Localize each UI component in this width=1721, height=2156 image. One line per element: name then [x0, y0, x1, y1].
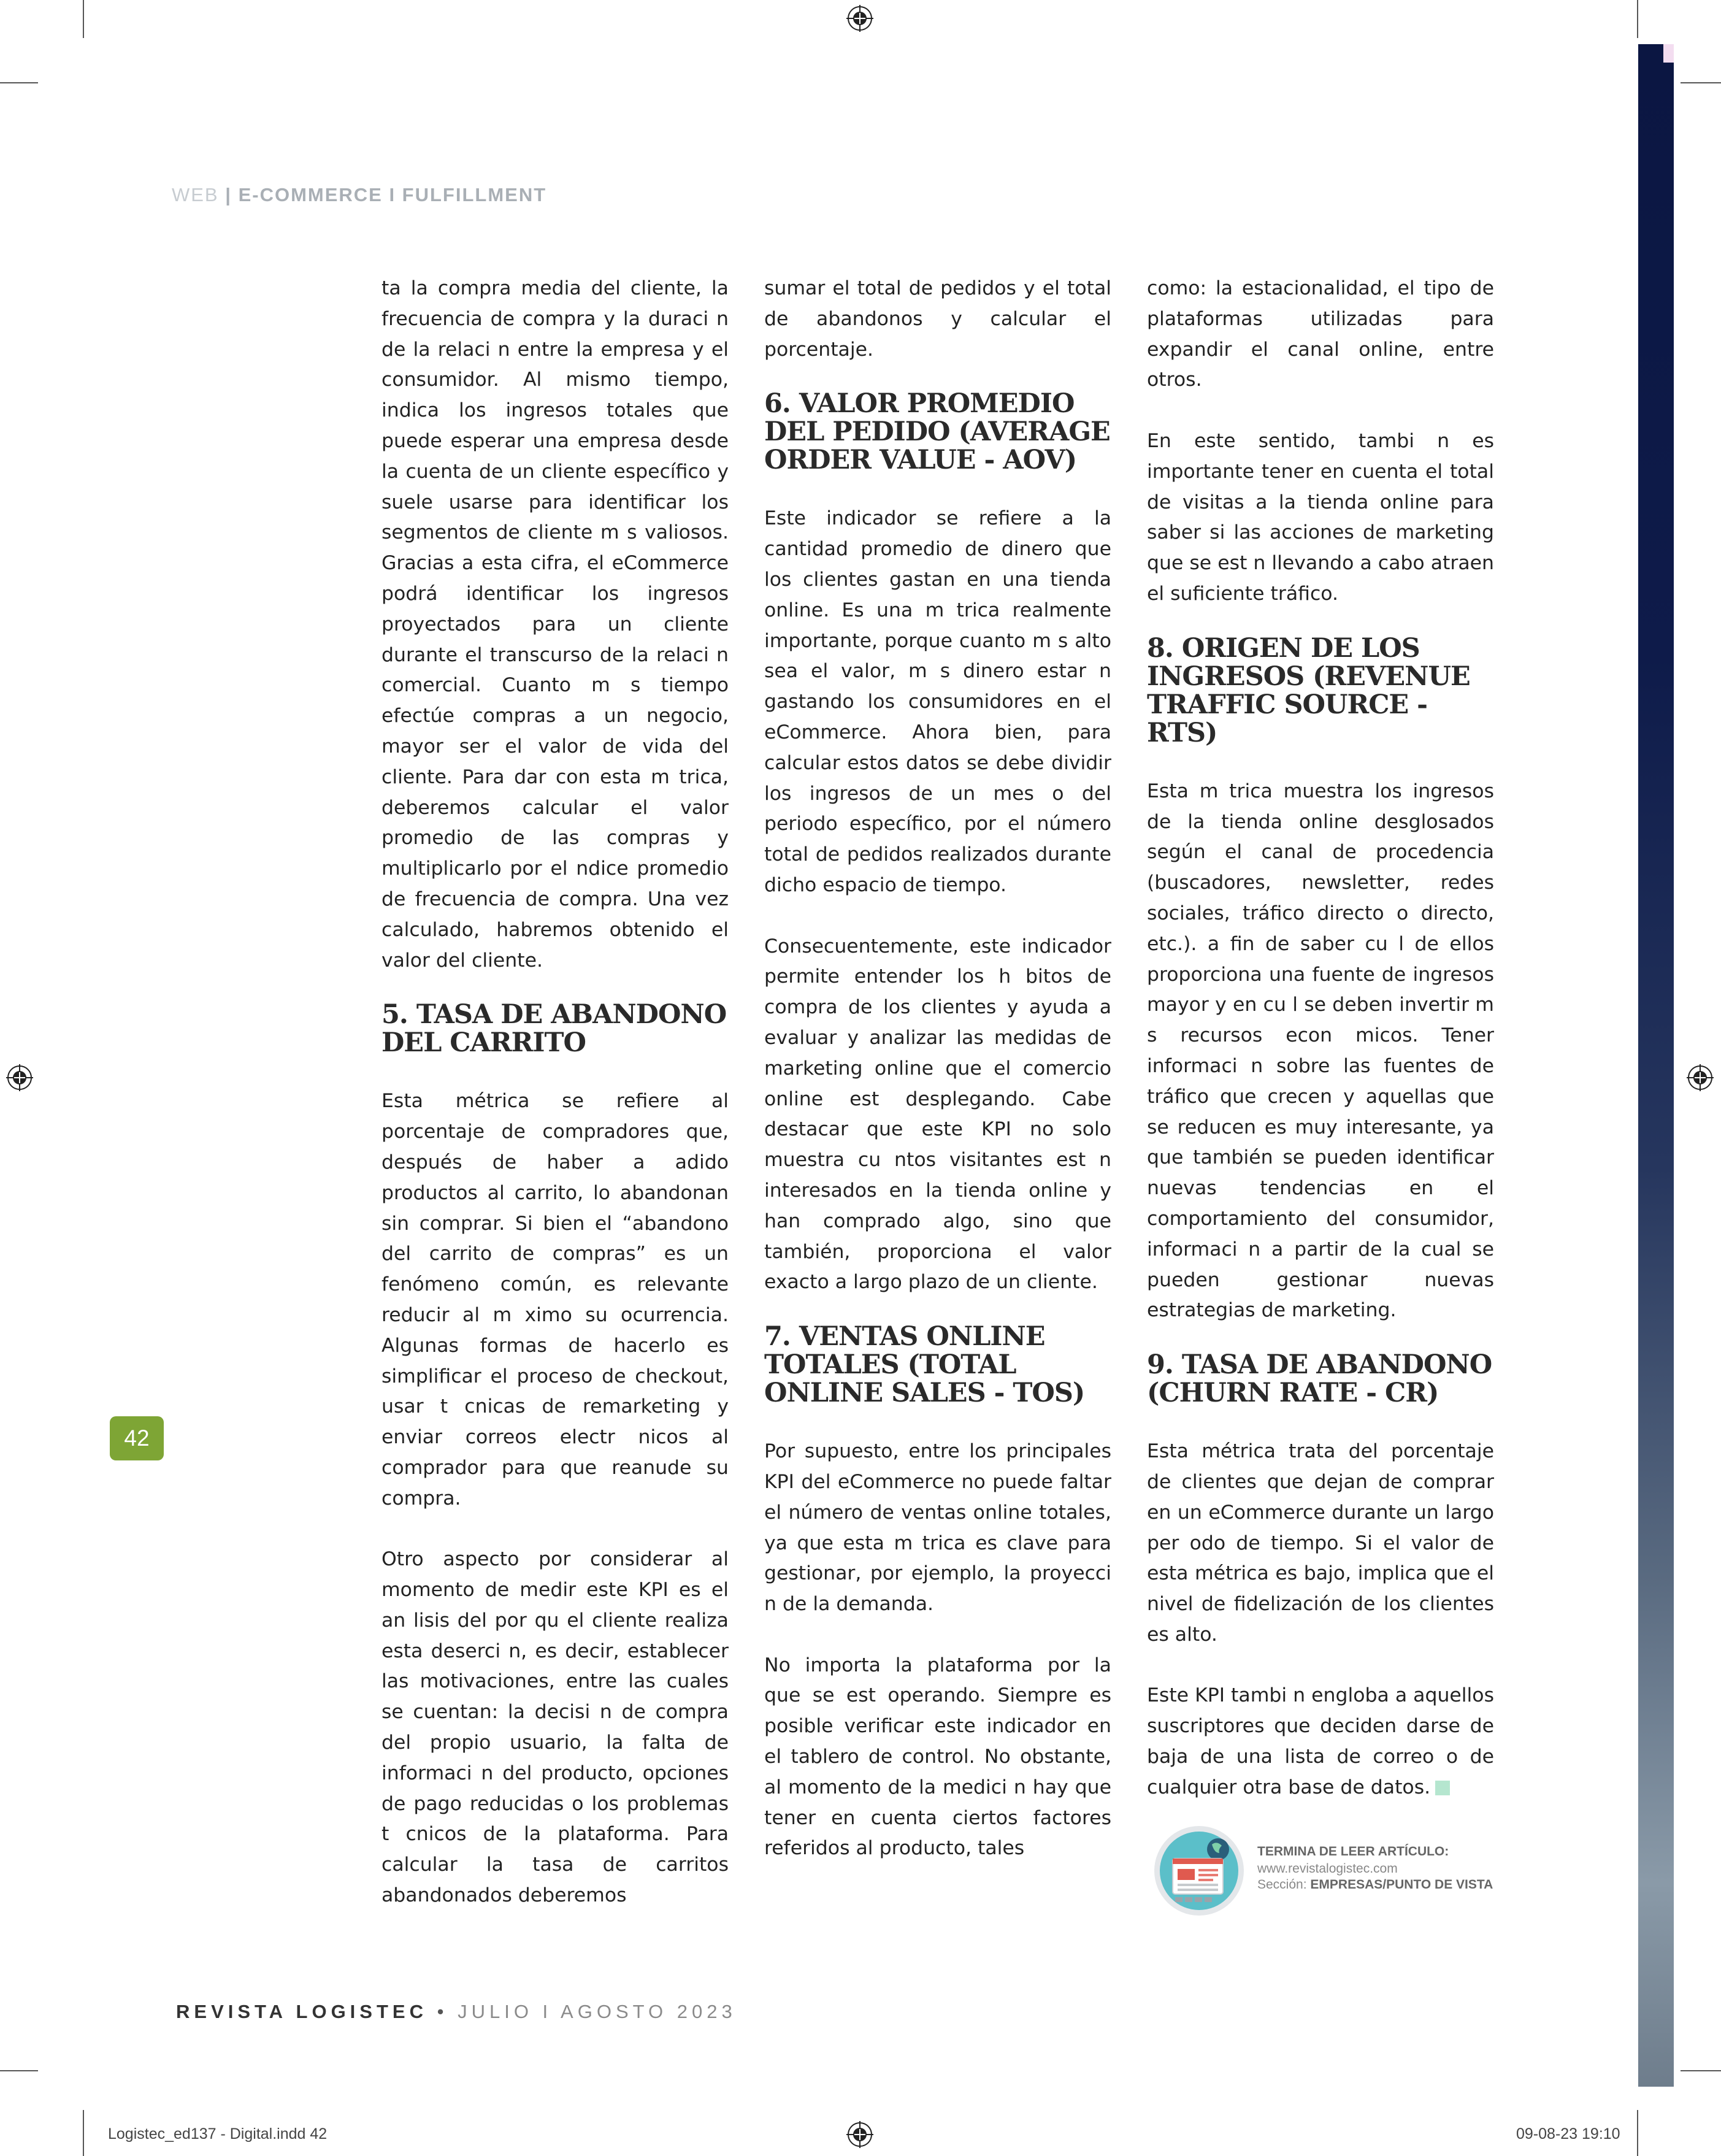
paragraph: En este sentido, tambi n es importante tener en cuenta el total de visitas a la tienda online para saber si las acciones de marketing que se est n llevando a cabo atraen el suficiente tráfico.	[1147, 429, 1494, 605]
heading-valor-promedio-pedido: 6. VALOR PROMEDIO DEL PEDIDO (AVERAGE ORDER VALUE - AOV)	[764, 388, 1110, 476]
registration-mark-bottom-icon	[846, 2121, 873, 2148]
paragraph: Consecuentemente, este indicador permite entender los h bitos de compra de los clientes y ayuda a evaluar y analizar las medidas de marketing online que el comercio online est desplegando. Cabe destacar que este KPI no solo muestra cu ntos visitantes est n interesados en la tienda online y han comprado algo, sino que también, proporciona el valor exacto a largo plazo de un cliente.	[764, 935, 1111, 1294]
crop-mark-br-v	[1637, 2110, 1638, 2156]
print-slug-file: Logistec_ed137 - Digital.indd 42	[108, 2125, 328, 2143]
registration-mark-right-icon	[1687, 1064, 1714, 1091]
article-column-3	[1147, 274, 1494, 1803]
heading-origen-ingresos: 8. ORIGEN DE LOS INGRESOS (REVENUE TRAFFIC SOURCE - RTS)	[1147, 632, 1470, 748]
paragraph: Esta m trica muestra los ingresos de la tienda online desglosados según el canal de procedencia (buscadores, newsletter, redes sociales, tráfico directo o directo, etc.). a fin de saber cu l de ellos proporciona una fuente de ingresos mayor y en cu l se deben invertir m s recursos econ micos. Tener informaci n sobre las fuentes de tráfico que crecen y aquellas que se reducen es muy interesante, ya que también se pueden identificar nuevas tendencias en el comportamiento del consumidor, informaci n a partir de la cual se pueden gestionar nuevas estrategias de marketing.	[1147, 780, 1494, 1322]
section-separator: |	[225, 184, 232, 205]
crop-mark-bl-v	[83, 2110, 84, 2156]
paragraph: sumar el total de pedidos y el total de abandonos y calcular el porcentaje.	[764, 277, 1111, 361]
section-prefix: WEB	[172, 184, 219, 205]
footer-bullet: •	[437, 2001, 448, 2022]
crop-mark-tr-h	[1681, 82, 1721, 83]
heading-tasa-abandono-churn: 9. TASA DE ABANDONO (CHURN RATE - CR)	[1147, 1349, 1492, 1409]
footer	[176, 2001, 737, 2023]
paragraph: ta la compra media del cliente, la frecuencia de compra y la duraci n de la relaci n entre la empresa y el consumidor. Al mismo tiempo, indica los ingresos totales que puede esperar una empresa desde la cuenta de un cliente específico y suele usarse para identificar los segmentos de cliente m s valiosos. Gracias a esta cifra, el eCommerce podrá identificar los ingresos proyectados para un cliente durante el transcurso de la relaci n comercial. Cuanto m s tiempo efectúe compras a un negocio, mayor ser el valor de vida del cliente. Para dar con esta m trica, deberemos calcular el valor promedio de las compras y multiplicarlo por el ndice promedio de frecuencia de compra. Una vez calculado, habremos obtenido el valor del cliente.	[381, 277, 729, 972]
article-column-1	[381, 274, 729, 1911]
section-header	[172, 184, 546, 206]
article-column-2	[764, 274, 1111, 1864]
paragraph: como: la estacionalidad, el tipo de plataformas utilizadas para expandir el canal online, entre otros.	[1147, 277, 1494, 391]
crop-mark-tr-v	[1637, 0, 1638, 38]
final-text: Este KPI tambi n engloba a aquellos suscriptores que deciden darse de baja de una lista de correo o de cualquier otra base de datos.	[1147, 1684, 1494, 1798]
paragraph: Este indicador se refiere a la cantidad promedio de dinero que los clientes gastan en una tienda online. Es una m trica realmente importante, porque cuanto m s alto sea el valor, m s dinero estar n gastando los consumidores en el eCommerce. Ahora bien, para calcular estos datos se debe dividir los ingresos de un mes o del periodo específico, por el número total de pedidos realizados durante dicho espacio de tiempo.	[764, 507, 1111, 896]
read-more-section-label: Sección:	[1257, 1878, 1307, 1892]
end-of-article-mark-icon	[1435, 1781, 1450, 1795]
crop-mark-br-h	[1681, 2070, 1721, 2071]
bleed-color-swatch	[1663, 44, 1674, 63]
footer-issue: JULIO I AGOSTO 2023	[458, 2001, 737, 2022]
read-more-section-value: EMPRESAS/PUNTO DE VISTA	[1310, 1878, 1493, 1892]
heading-abandono-carrito: 5. TASA DE ABANDONO DEL CARRITO	[381, 999, 727, 1059]
read-more-title: TERMINA DE LEER ARTÍCULO:	[1257, 1844, 1449, 1859]
bleed-image-strip	[1638, 44, 1674, 2087]
registration-mark-left-icon	[6, 1064, 33, 1091]
paragraph-final	[1147, 1681, 1494, 1803]
read-more-box[interactable]	[1153, 1825, 1497, 1923]
read-more-section	[1257, 1878, 1493, 1892]
heading-ventas-online-totales: 7. VENTAS ONLINE TOTALES (TOTAL ONLINE SALES - TOS)	[764, 1321, 1085, 1409]
paragraph: No importa la plataforma por la que se est operando. Siempre es posible verificar este indicador en el tablero de control. No obstante, al momento de la medici n hay que tener en cuenta ciertos factores referidos al producto, tales	[764, 1654, 1111, 1860]
footer-magazine: REVISTA LOGISTEC	[176, 2001, 427, 2022]
print-slug-datetime: 09-08-23 19:10	[1516, 2125, 1620, 2143]
paragraph: Esta métrica se refiere al porcentaje de compradores que, después de haber a adido productos al carrito, lo abandonan sin comprar. Si bien el “abandono del carrito de compras” es un fenómeno común, es relevante reducir al m ximo su ocurrencia. Algunas formas de hacerlo es simplificar el proceso de checkout, usar t cnicas de remarketing y enviar correos electr nicos al comprador para que reanude su compra.	[381, 1090, 729, 1510]
web-article-icon	[1153, 1825, 1245, 1917]
paragraph: Otro aspecto por considerar al momento de medir este KPI es el an lisis del por qu el cliente realiza esta deserci n, es decir, establecer las motivaciones, entre las cuales se cuentan: la decisi n de compra del propio usuario, la falta de informaci n del producto, opciones de pago reducidas o los problemas t cnicos de la plataforma. Para calcular la tasa de carritos abandonados deberemos	[381, 1548, 729, 1907]
paragraph: Por supuesto, entre los principales KPI del eCommerce no puede faltar el número de ventas online totales, ya que esta m trica es clave para gestionar, por ejemplo, la proyecci n de la demanda.	[764, 1440, 1111, 1616]
section-title: E-COMMERCE I FULFILLMENT	[238, 184, 547, 205]
read-more-url[interactable]: www.revistalogistec.com	[1257, 1862, 1398, 1876]
crop-mark-tl-v	[83, 0, 84, 38]
registration-mark-top-icon	[846, 5, 873, 32]
crop-mark-tl-h	[0, 82, 38, 83]
paragraph: Esta métrica trata del porcentaje de clientes que dejan de comprar en un eCommerce durante un largo per odo de tiempo. Si el valor de esta métrica es bajo, implica que el nivel de fidelización de los clientes es alto.	[1147, 1440, 1494, 1646]
page-number-badge: 42	[110, 1416, 164, 1460]
crop-mark-bl-h	[0, 2070, 38, 2071]
